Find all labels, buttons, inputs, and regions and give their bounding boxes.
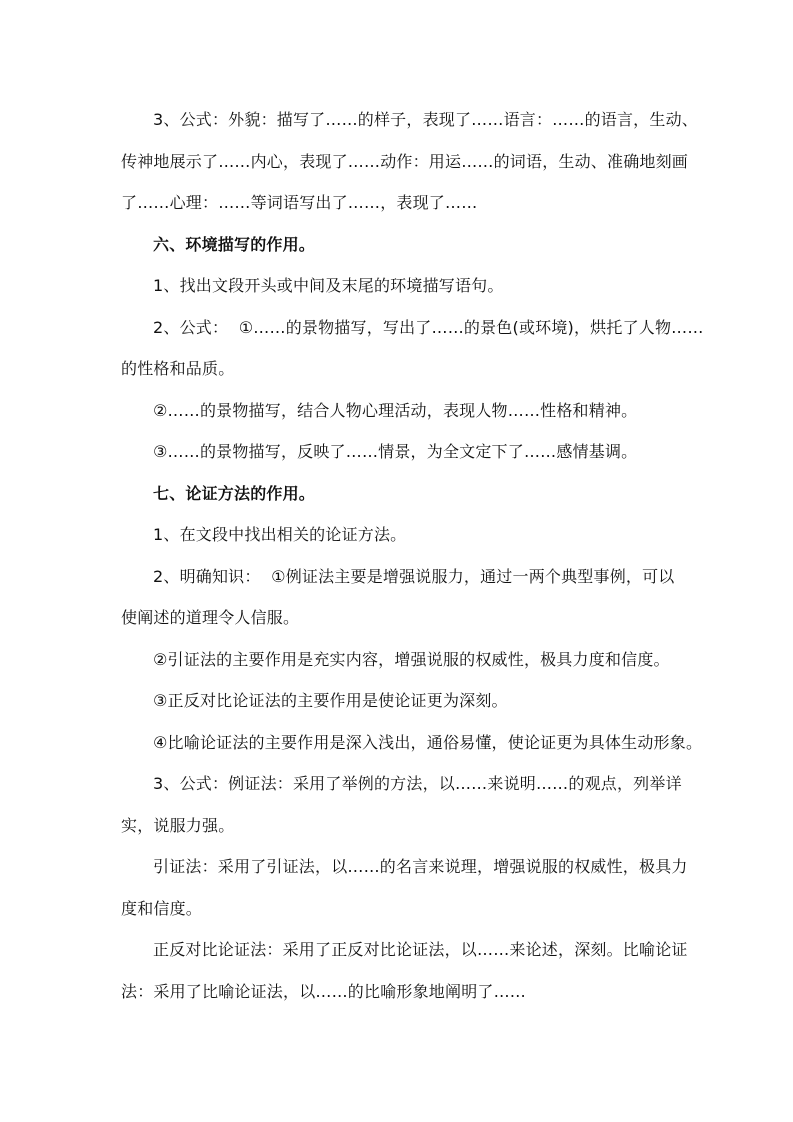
text-line: ③……的景物描写，反映了……情景，为全文定下了……感情基调。	[153, 442, 638, 461]
paragraph-argument-formula	[121, 763, 681, 846]
text-line: 2、公式： ①……的景物描写，写出了……的景色(或环境)，烘托了人物……	[153, 317, 704, 337]
text-line: ③正反对比论证法的主要作用是使论证更为深刻。	[153, 691, 508, 710]
text-line: 正反对比论证法：采用了正反对比论证法，以……来论述，深刻。比喻论证	[153, 940, 688, 959]
document-page	[121, 99, 704, 1012]
text-line: 实，说服力强。	[121, 815, 235, 835]
text-line: 度和信度。	[121, 898, 203, 918]
text-line: ②引证法的主要作用是充实内容，增强说服的权威性，极具力度和信度。	[153, 649, 670, 669]
paragraph-argument-knowledge	[121, 556, 681, 639]
text-line: 3、公式：外貌：描写了……的样子，表现了……语言：……的语言，生动、	[153, 110, 698, 129]
text-line: ②……的景物描写，结合人物心理活动，表现人物……性格和精神。	[153, 400, 638, 420]
paragraph-environment-formula	[121, 307, 704, 390]
text-line: ④比喻论证法的主要作用是深入浅出，通俗易懂，使论证更为具体生动形象。	[153, 732, 703, 752]
text-line: 使阐述的道理令人信服。	[121, 608, 300, 627]
text-line: 了……心理：……等词语写出了……，表现了……	[121, 193, 478, 212]
section-heading: 六、环境描写的作用。	[153, 234, 316, 254]
text-line: 传神地展示了……内心，表现了……动作：用运……的词语，生动、准确地刻画	[121, 151, 689, 171]
text-line: 1、找出文段开头或中间及末尾的环境描写语句。	[153, 276, 504, 295]
paragraph-citation-formula	[121, 846, 688, 929]
text-line: 2、明确知识： ①例证法主要是增强说服力，通过一两个典型事例，可以	[153, 566, 675, 586]
paragraph-character-formula	[121, 99, 698, 224]
text-line: 引证法：采用了引证法，以……的名言来说理，增强说服的权威性，极具力	[153, 857, 688, 876]
text-line: 法：采用了比喻论证法，以……的比喻形象地阐明了……	[121, 981, 527, 1001]
text-line: 的性格和品质。	[121, 359, 235, 378]
section-heading: 七、论证方法的作用。	[153, 483, 316, 503]
text-line: 3、公式：例证法：采用了举例的方法，以……来说明……的观点，列举详	[153, 774, 682, 793]
paragraph-contrast-metaphor-formula	[121, 929, 688, 1012]
text-line: 1、在文段中找出相关的论证方法。	[153, 525, 407, 544]
